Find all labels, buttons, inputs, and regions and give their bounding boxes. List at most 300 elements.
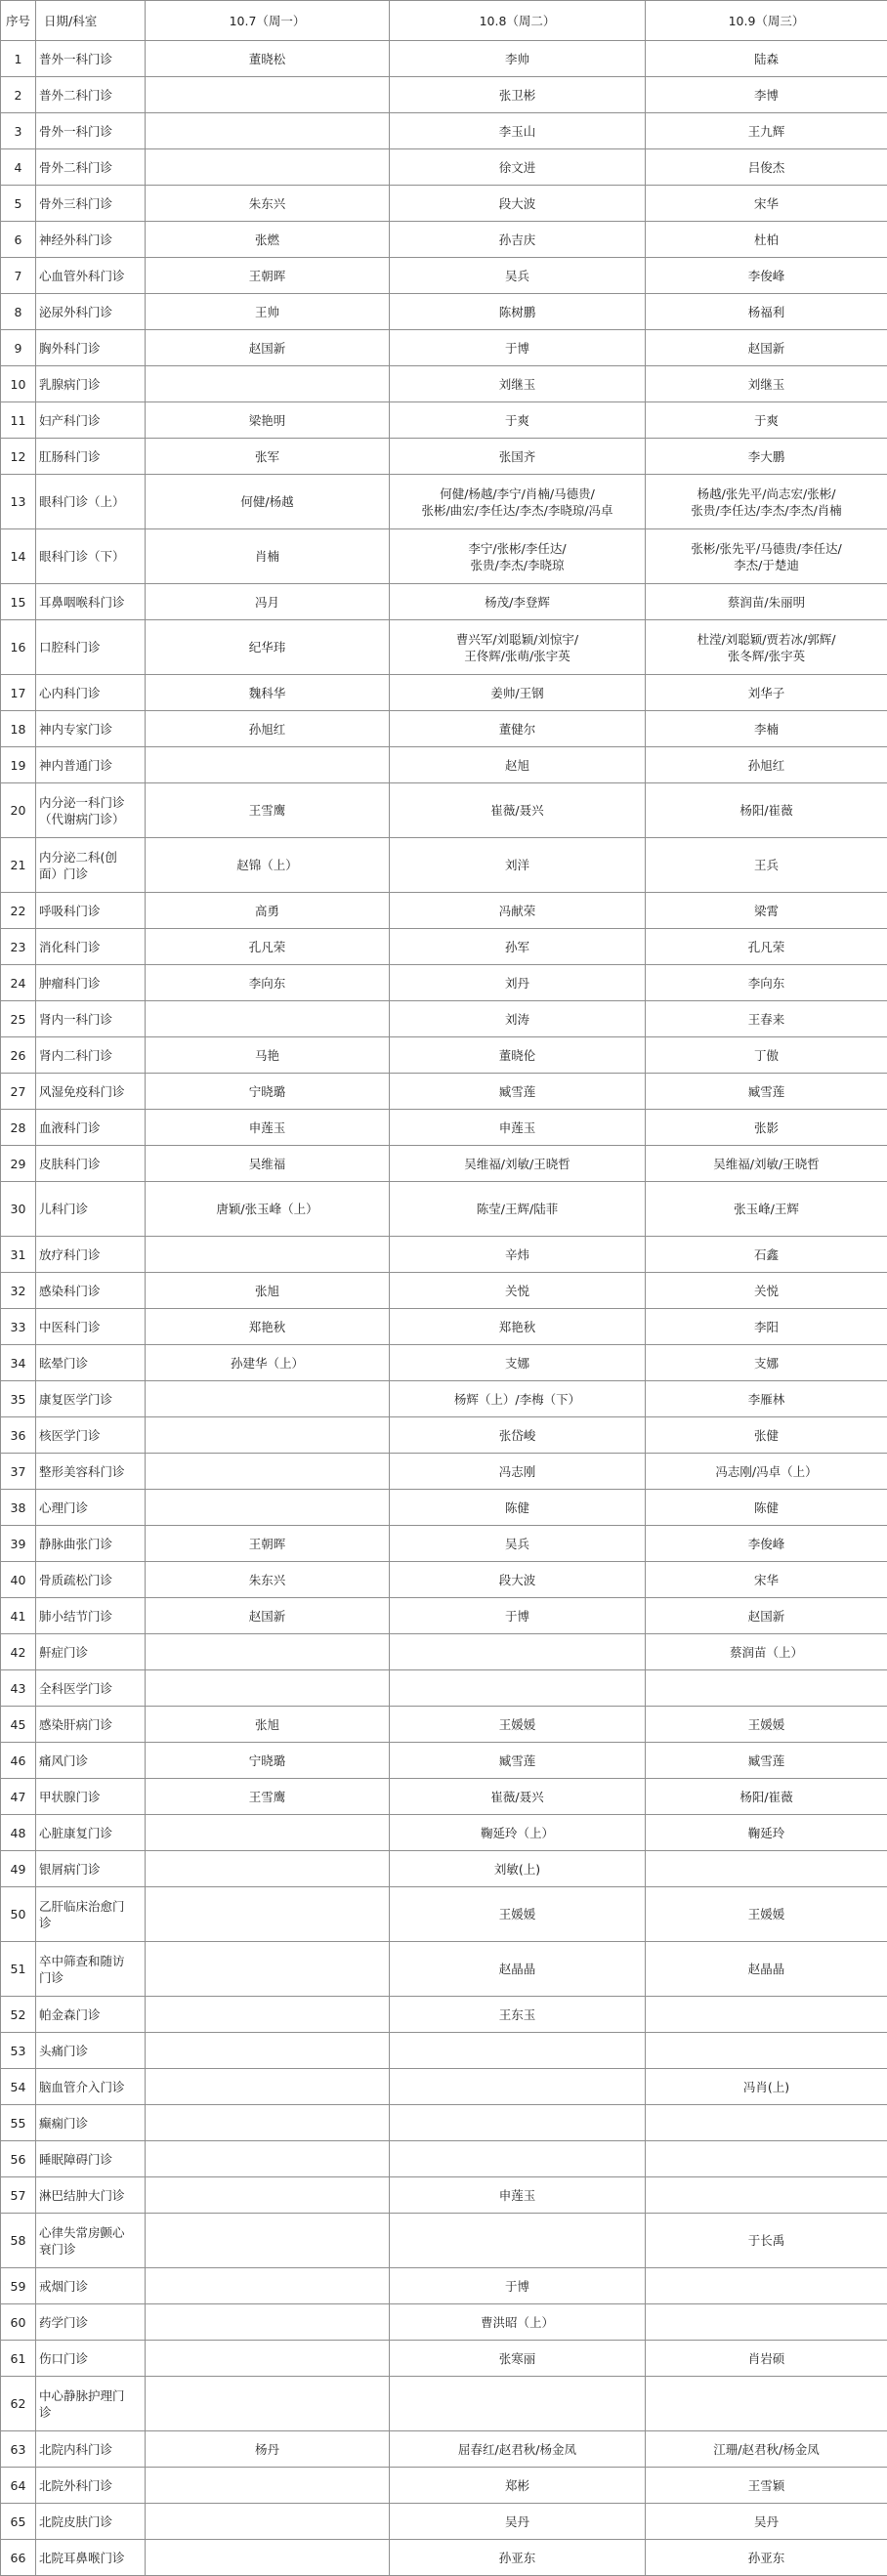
table-row <box>1 965 887 1001</box>
doctor-cell-date-1: 申莲玉 <box>146 1110 390 1146</box>
doctor-cell-date-2 <box>390 2033 646 2069</box>
table-row <box>1 2141 887 2177</box>
doctor-cell-date-3: 刘华子 <box>646 675 887 711</box>
doctor-cell-date-2: 刘敏(上) <box>390 1851 646 1887</box>
doctor-cell-date-2: 吴兵 <box>390 1526 646 1562</box>
doctor-cell-date-3: 宋华 <box>646 186 887 222</box>
table-row <box>1 1345 887 1381</box>
doctor-cell-date-3: 杨阳/崔薇 <box>646 783 887 838</box>
row-index: 5 <box>1 186 36 222</box>
doctor-cell-date-3: 梁霄 <box>646 893 887 929</box>
doctor-cell-date-3: 冯肖(上) <box>646 2069 887 2105</box>
department-name: 静脉曲张门诊 <box>36 1526 146 1562</box>
doctor-cell-date-3 <box>646 1997 887 2033</box>
row-index: 26 <box>1 1037 36 1074</box>
doctor-cell-date-2 <box>390 2141 646 2177</box>
doctor-cell-date-1: 马艳 <box>146 1037 390 1074</box>
department-name: 甲状腺门诊 <box>36 1779 146 1815</box>
doctor-cell-date-3: 蔡润苗/朱丽明 <box>646 584 887 620</box>
doctor-cell-date-2: 李玉山 <box>390 113 646 149</box>
department-name: 北院外科门诊 <box>36 2468 146 2504</box>
doctor-cell-date-1: 唐颖/张玉峰（上） <box>146 1182 390 1237</box>
doctor-cell-date-3: 杜柏 <box>646 222 887 258</box>
doctor-cell-date-1 <box>146 1634 390 1670</box>
department-name: 儿科门诊 <box>36 1182 146 1237</box>
row-index: 32 <box>1 1273 36 1309</box>
department-name: 脑血管介入门诊 <box>36 2069 146 2105</box>
doctor-cell-date-1 <box>146 1417 390 1454</box>
doctor-cell-date-2: 曹洪昭（上） <box>390 2304 646 2341</box>
doctor-cell-date-1 <box>146 1490 390 1526</box>
doctor-cell-date-2: 吴兵 <box>390 258 646 294</box>
doctor-cell-date-1: 杨丹 <box>146 2431 390 2468</box>
doctor-cell-date-3: 张健 <box>646 1417 887 1454</box>
doctor-cell-date-3: 丁傲 <box>646 1037 887 1074</box>
department-name: 呼吸科门诊 <box>36 893 146 929</box>
table-row <box>1 2177 887 2214</box>
doctor-cell-date-2: 杨茂/李登辉 <box>390 584 646 620</box>
row-index: 36 <box>1 1417 36 1454</box>
doctor-cell-date-3: 石鑫 <box>646 1237 887 1273</box>
row-index: 43 <box>1 1670 36 1707</box>
doctor-cell-date-2: 崔薇/聂兴 <box>390 1779 646 1815</box>
row-index: 30 <box>1 1182 36 1237</box>
doctor-cell-date-3 <box>646 2304 887 2341</box>
table-row <box>1 2468 887 2504</box>
doctor-cell-date-2: 臧雪莲 <box>390 1743 646 1779</box>
doctor-cell-date-3: 江珊/赵君秋/杨金凤 <box>646 2431 887 2468</box>
doctor-cell-date-1: 张燃 <box>146 222 390 258</box>
row-index: 55 <box>1 2105 36 2141</box>
doctor-cell-date-2: 赵晶晶 <box>390 1942 646 1997</box>
doctor-cell-date-2: 郑艳秋 <box>390 1309 646 1345</box>
doctor-cell-date-1 <box>146 1670 390 1707</box>
department-name: 耳鼻咽喉科门诊 <box>36 584 146 620</box>
department-name: 消化科门诊 <box>36 929 146 965</box>
department-name: 银屑病门诊 <box>36 1851 146 1887</box>
row-index: 12 <box>1 439 36 475</box>
table-row <box>1 294 887 330</box>
row-index: 40 <box>1 1562 36 1598</box>
department-name: 神内专家门诊 <box>36 711 146 747</box>
department-name: 肿瘤科门诊 <box>36 965 146 1001</box>
doctor-cell-date-2: 冯志刚 <box>390 1454 646 1490</box>
doctor-cell-date-1 <box>146 2268 390 2304</box>
row-index: 58 <box>1 2214 36 2268</box>
department-name: 药学门诊 <box>36 2304 146 2341</box>
doctor-cell-date-1: 孙旭红 <box>146 711 390 747</box>
doctor-cell-date-2: 于爽 <box>390 402 646 439</box>
row-index: 1 <box>1 41 36 77</box>
doctor-cell-date-1 <box>146 113 390 149</box>
row-index: 62 <box>1 2377 36 2431</box>
table-row <box>1 929 887 965</box>
row-index: 29 <box>1 1146 36 1182</box>
row-index: 50 <box>1 1887 36 1942</box>
row-index: 39 <box>1 1526 36 1562</box>
department-name: 鼾症门诊 <box>36 1634 146 1670</box>
row-index: 28 <box>1 1110 36 1146</box>
doctor-cell-date-2: 张岱峻 <box>390 1417 646 1454</box>
doctor-cell-date-3 <box>646 2377 887 2431</box>
row-index: 3 <box>1 113 36 149</box>
doctor-cell-date-2: 赵旭 <box>390 747 646 783</box>
doctor-cell-date-2: 张卫彬 <box>390 77 646 113</box>
doctor-cell-date-1: 吴维福 <box>146 1146 390 1182</box>
department-name: 癫痫门诊 <box>36 2105 146 2141</box>
department-name: 妇产科门诊 <box>36 402 146 439</box>
table-row <box>1 41 887 77</box>
doctor-cell-date-3: 支娜 <box>646 1345 887 1381</box>
row-index: 14 <box>1 529 36 584</box>
doctor-cell-date-3: 臧雪莲 <box>646 1743 887 1779</box>
department-name: 血液科门诊 <box>36 1110 146 1146</box>
department-name: 普外一科门诊 <box>36 41 146 77</box>
department-name: 眼科门诊（上） <box>36 475 146 529</box>
doctor-cell-date-1 <box>146 77 390 113</box>
department-name: 淋巴结肿大门诊 <box>36 2177 146 2214</box>
header-date-1: 10.7（周一） <box>146 1 390 41</box>
department-name: 骨外二科门诊 <box>36 149 146 186</box>
department-name: 肺小结节门诊 <box>36 1598 146 1634</box>
doctor-cell-date-3 <box>646 2033 887 2069</box>
row-index: 22 <box>1 893 36 929</box>
doctor-cell-date-1 <box>146 2468 390 2504</box>
department-name: 中医科门诊 <box>36 1309 146 1345</box>
doctor-cell-date-1: 梁艳明 <box>146 402 390 439</box>
row-index: 15 <box>1 584 36 620</box>
doctor-cell-date-3: 宋华 <box>646 1562 887 1598</box>
department-name: 北院耳鼻喉门诊 <box>36 2540 146 2576</box>
table-row <box>1 402 887 439</box>
header-date-3: 10.9（周三） <box>646 1 887 41</box>
department-name: 骨质疏松门诊 <box>36 1562 146 1598</box>
department-name: 放疗科门诊 <box>36 1237 146 1273</box>
doctor-cell-date-2: 陈莹/王辉/陆菲 <box>390 1182 646 1237</box>
table-row <box>1 1490 887 1526</box>
doctor-cell-date-1: 孙建华（上） <box>146 1345 390 1381</box>
table-row <box>1 149 887 186</box>
department-name: 整形美容科门诊 <box>36 1454 146 1490</box>
doctor-cell-date-1 <box>146 2341 390 2377</box>
row-index: 47 <box>1 1779 36 1815</box>
row-index: 7 <box>1 258 36 294</box>
table-row <box>1 1037 887 1074</box>
doctor-cell-date-2: 曹兴军/刘聪颖/刘惊宇/ 王佟辉/张萌/张宇英 <box>390 620 646 675</box>
doctor-cell-date-3: 李楠 <box>646 711 887 747</box>
doctor-cell-date-3: 李大鹏 <box>646 439 887 475</box>
doctor-cell-date-2: 李宁/张彬/李任达/ 张贵/李杰/李晓琼 <box>390 529 646 584</box>
table-row <box>1 2069 887 2105</box>
row-index: 37 <box>1 1454 36 1490</box>
row-index: 45 <box>1 1707 36 1743</box>
doctor-cell-date-3: 刘继玉 <box>646 366 887 402</box>
row-index: 42 <box>1 1634 36 1670</box>
doctor-cell-date-2: 刘涛 <box>390 1001 646 1037</box>
doctor-cell-date-2: 关悦 <box>390 1273 646 1309</box>
table-row <box>1 2540 887 2576</box>
row-index: 19 <box>1 747 36 783</box>
doctor-cell-date-3: 杨福利 <box>646 294 887 330</box>
doctor-cell-date-1 <box>146 1237 390 1273</box>
table-row <box>1 1887 887 1942</box>
doctor-cell-date-3 <box>646 1851 887 1887</box>
doctor-cell-date-2: 王媛媛 <box>390 1887 646 1942</box>
row-index: 2 <box>1 77 36 113</box>
row-index: 34 <box>1 1345 36 1381</box>
doctor-cell-date-3: 于爽 <box>646 402 887 439</box>
doctor-cell-date-2: 张国齐 <box>390 439 646 475</box>
table-row <box>1 1562 887 1598</box>
doctor-cell-date-3: 肖岩硕 <box>646 2341 887 2377</box>
row-index: 11 <box>1 402 36 439</box>
doctor-cell-date-2: 冯献荣 <box>390 893 646 929</box>
row-index: 31 <box>1 1237 36 1273</box>
row-index: 21 <box>1 838 36 893</box>
doctor-cell-date-1 <box>146 1815 390 1851</box>
row-index: 4 <box>1 149 36 186</box>
doctor-cell-date-2: 陈健 <box>390 1490 646 1526</box>
doctor-cell-date-2: 郑彬 <box>390 2468 646 2504</box>
department-name: 心律失常房颤心 衰门诊 <box>36 2214 146 2268</box>
doctor-cell-date-1: 纪华玮 <box>146 620 390 675</box>
doctor-cell-date-1: 王帅 <box>146 294 390 330</box>
doctor-cell-date-3: 赵国新 <box>646 330 887 366</box>
row-index: 53 <box>1 2033 36 2069</box>
department-name: 心内科门诊 <box>36 675 146 711</box>
row-index: 13 <box>1 475 36 529</box>
row-index: 63 <box>1 2431 36 2468</box>
doctor-cell-date-1 <box>146 2504 390 2540</box>
department-name: 乳腺病门诊 <box>36 366 146 402</box>
table-row <box>1 1779 887 1815</box>
table-row <box>1 584 887 620</box>
doctor-cell-date-2: 段大波 <box>390 1562 646 1598</box>
row-index: 51 <box>1 1942 36 1997</box>
table-row <box>1 439 887 475</box>
table-row <box>1 1634 887 1670</box>
department-name: 骨外一科门诊 <box>36 113 146 149</box>
doctor-cell-date-3: 臧雪莲 <box>646 1074 887 1110</box>
doctor-cell-date-3 <box>646 2268 887 2304</box>
doctor-cell-date-2 <box>390 2377 646 2431</box>
row-index: 41 <box>1 1598 36 1634</box>
department-name: 神经外科门诊 <box>36 222 146 258</box>
doctor-cell-date-3: 吴维福/刘敏/王晓哲 <box>646 1146 887 1182</box>
row-index: 54 <box>1 2069 36 2105</box>
doctor-cell-date-1 <box>146 2377 390 2431</box>
doctor-cell-date-3: 李阳 <box>646 1309 887 1345</box>
doctor-cell-date-2: 姜帅/王钢 <box>390 675 646 711</box>
doctor-cell-date-1 <box>146 1997 390 2033</box>
doctor-cell-date-3: 王媛媛 <box>646 1707 887 1743</box>
department-name: 口腔科门诊 <box>36 620 146 675</box>
table-row <box>1 330 887 366</box>
doctor-cell-date-3: 关悦 <box>646 1273 887 1309</box>
doctor-cell-date-2 <box>390 2105 646 2141</box>
doctor-cell-date-1: 赵国新 <box>146 330 390 366</box>
row-index: 6 <box>1 222 36 258</box>
department-name: 乙肝临床治愈门 诊 <box>36 1887 146 1942</box>
doctor-cell-date-1: 冯月 <box>146 584 390 620</box>
table-row <box>1 2304 887 2341</box>
table-row <box>1 1074 887 1110</box>
doctor-cell-date-1 <box>146 2141 390 2177</box>
doctor-cell-date-3: 蔡润苗（上） <box>646 1634 887 1670</box>
department-name: 风湿免疫科门诊 <box>36 1074 146 1110</box>
doctor-cell-date-2 <box>390 1670 646 1707</box>
table-row <box>1 1417 887 1454</box>
department-name: 感染肝病门诊 <box>36 1707 146 1743</box>
doctor-cell-date-2: 孙军 <box>390 929 646 965</box>
doctor-cell-date-2: 李帅 <box>390 41 646 77</box>
doctor-cell-date-3: 杨阳/崔薇 <box>646 1779 887 1815</box>
table-row <box>1 475 887 529</box>
department-name: 神内普通门诊 <box>36 747 146 783</box>
department-name: 心脏康复门诊 <box>36 1815 146 1851</box>
doctor-cell-date-1: 宁晓璐 <box>146 1743 390 1779</box>
row-index: 33 <box>1 1309 36 1345</box>
doctor-cell-date-1 <box>146 1887 390 1942</box>
doctor-cell-date-1 <box>146 1001 390 1037</box>
doctor-cell-date-3: 李俊峰 <box>646 258 887 294</box>
doctor-cell-date-2: 吴丹 <box>390 2504 646 2540</box>
table-row <box>1 1110 887 1146</box>
doctor-cell-date-3: 冯志刚/冯卓（上） <box>646 1454 887 1490</box>
doctor-cell-date-1: 孔凡荣 <box>146 929 390 965</box>
doctor-cell-date-1 <box>146 2033 390 2069</box>
doctor-cell-date-3: 孔凡荣 <box>646 929 887 965</box>
doctor-cell-date-3: 王兵 <box>646 838 887 893</box>
row-index: 59 <box>1 2268 36 2304</box>
doctor-cell-date-2: 何健/杨越/李宁/肖楠/马德贵/ 张彬/曲宏/李任达/李杰/李晓琼/冯卓 <box>390 475 646 529</box>
doctor-cell-date-3: 杜滢/刘聪颖/贾若冰/郭辉/ 张冬辉/张宇英 <box>646 620 887 675</box>
table-row <box>1 77 887 113</box>
doctor-cell-date-1: 高勇 <box>146 893 390 929</box>
doctor-cell-date-3 <box>646 2141 887 2177</box>
department-name: 头痛门诊 <box>36 2033 146 2069</box>
table-row <box>1 1454 887 1490</box>
row-index: 60 <box>1 2304 36 2341</box>
doctor-cell-date-1: 王朝晖 <box>146 1526 390 1562</box>
doctor-cell-date-2: 支娜 <box>390 1345 646 1381</box>
table-row <box>1 186 887 222</box>
row-index: 23 <box>1 929 36 965</box>
doctor-cell-date-2 <box>390 2069 646 2105</box>
table-row <box>1 2033 887 2069</box>
row-index: 9 <box>1 330 36 366</box>
doctor-cell-date-3: 吕俊杰 <box>646 149 887 186</box>
table-row <box>1 893 887 929</box>
doctor-cell-date-3: 李雁林 <box>646 1381 887 1417</box>
row-index: 16 <box>1 620 36 675</box>
row-index: 25 <box>1 1001 36 1037</box>
row-index: 20 <box>1 783 36 838</box>
department-name: 眼科门诊（下） <box>36 529 146 584</box>
department-name: 皮肤科门诊 <box>36 1146 146 1182</box>
department-name: 北院皮肤门诊 <box>36 2504 146 2540</box>
department-name: 睡眠障碍门诊 <box>36 2141 146 2177</box>
doctor-cell-date-1: 肖楠 <box>146 529 390 584</box>
header-date-2: 10.8（周二） <box>390 1 646 41</box>
department-name: 内分泌二科(创 面）门诊 <box>36 838 146 893</box>
doctor-cell-date-2: 孙吉庆 <box>390 222 646 258</box>
doctor-cell-date-2: 申莲玉 <box>390 1110 646 1146</box>
table-row <box>1 1598 887 1634</box>
department-name: 肛肠科门诊 <box>36 439 146 475</box>
row-index: 65 <box>1 2504 36 2540</box>
doctor-cell-date-3: 孙亚东 <box>646 2540 887 2576</box>
department-name: 胸外科门诊 <box>36 330 146 366</box>
doctor-cell-date-2: 申莲玉 <box>390 2177 646 2214</box>
doctor-cell-date-3: 李博 <box>646 77 887 113</box>
row-index: 66 <box>1 2540 36 2576</box>
row-index: 27 <box>1 1074 36 1110</box>
department-name: 骨外三科门诊 <box>36 186 146 222</box>
doctor-cell-date-3: 李向东 <box>646 965 887 1001</box>
row-index: 10 <box>1 366 36 402</box>
doctor-cell-date-2: 于博 <box>390 1598 646 1634</box>
table-row <box>1 366 887 402</box>
department-name: 康复医学门诊 <box>36 1381 146 1417</box>
department-name: 伤口门诊 <box>36 2341 146 2377</box>
doctor-cell-date-2: 于博 <box>390 330 646 366</box>
department-name: 肾内二科门诊 <box>36 1037 146 1074</box>
doctor-cell-date-2: 辛炜 <box>390 1237 646 1273</box>
table-row <box>1 1001 887 1037</box>
doctor-cell-date-2: 徐文进 <box>390 149 646 186</box>
doctor-cell-date-3 <box>646 2105 887 2141</box>
doctor-cell-date-1 <box>146 2214 390 2268</box>
table-row <box>1 783 887 838</box>
doctor-cell-date-1: 张旭 <box>146 1273 390 1309</box>
doctor-cell-date-1 <box>146 366 390 402</box>
doctor-cell-date-1 <box>146 2105 390 2141</box>
header-department: 日期/科室 <box>36 1 146 41</box>
row-index: 48 <box>1 1815 36 1851</box>
table-row <box>1 675 887 711</box>
table-row <box>1 1381 887 1417</box>
table-row <box>1 620 887 675</box>
table-row <box>1 1815 887 1851</box>
doctor-cell-date-3 <box>646 2177 887 2214</box>
department-name: 泌尿外科门诊 <box>36 294 146 330</box>
doctor-cell-date-2: 屈春红/赵君秋/杨金凤 <box>390 2431 646 2468</box>
doctor-cell-date-2: 王媛媛 <box>390 1707 646 1743</box>
doctor-cell-date-1: 朱东兴 <box>146 186 390 222</box>
doctor-cell-date-3: 赵国新 <box>646 1598 887 1634</box>
department-name: 痛风门诊 <box>36 1743 146 1779</box>
doctor-cell-date-2: 臧雪莲 <box>390 1074 646 1110</box>
table-row <box>1 2377 887 2431</box>
header-index: 序号 <box>1 1 36 41</box>
doctor-cell-date-1: 王雪鹰 <box>146 783 390 838</box>
doctor-cell-date-2: 于博 <box>390 2268 646 2304</box>
doctor-cell-date-3 <box>646 1670 887 1707</box>
row-index: 38 <box>1 1490 36 1526</box>
doctor-cell-date-1: 王朝晖 <box>146 258 390 294</box>
doctor-cell-date-1 <box>146 1851 390 1887</box>
department-name: 心血管外科门诊 <box>36 258 146 294</box>
row-index: 49 <box>1 1851 36 1887</box>
row-index: 57 <box>1 2177 36 2214</box>
department-name: 北院内科门诊 <box>36 2431 146 2468</box>
doctor-cell-date-1: 赵国新 <box>146 1598 390 1634</box>
table-row <box>1 1309 887 1345</box>
table-row <box>1 2105 887 2141</box>
department-name: 心理门诊 <box>36 1490 146 1526</box>
doctor-cell-date-1 <box>146 747 390 783</box>
